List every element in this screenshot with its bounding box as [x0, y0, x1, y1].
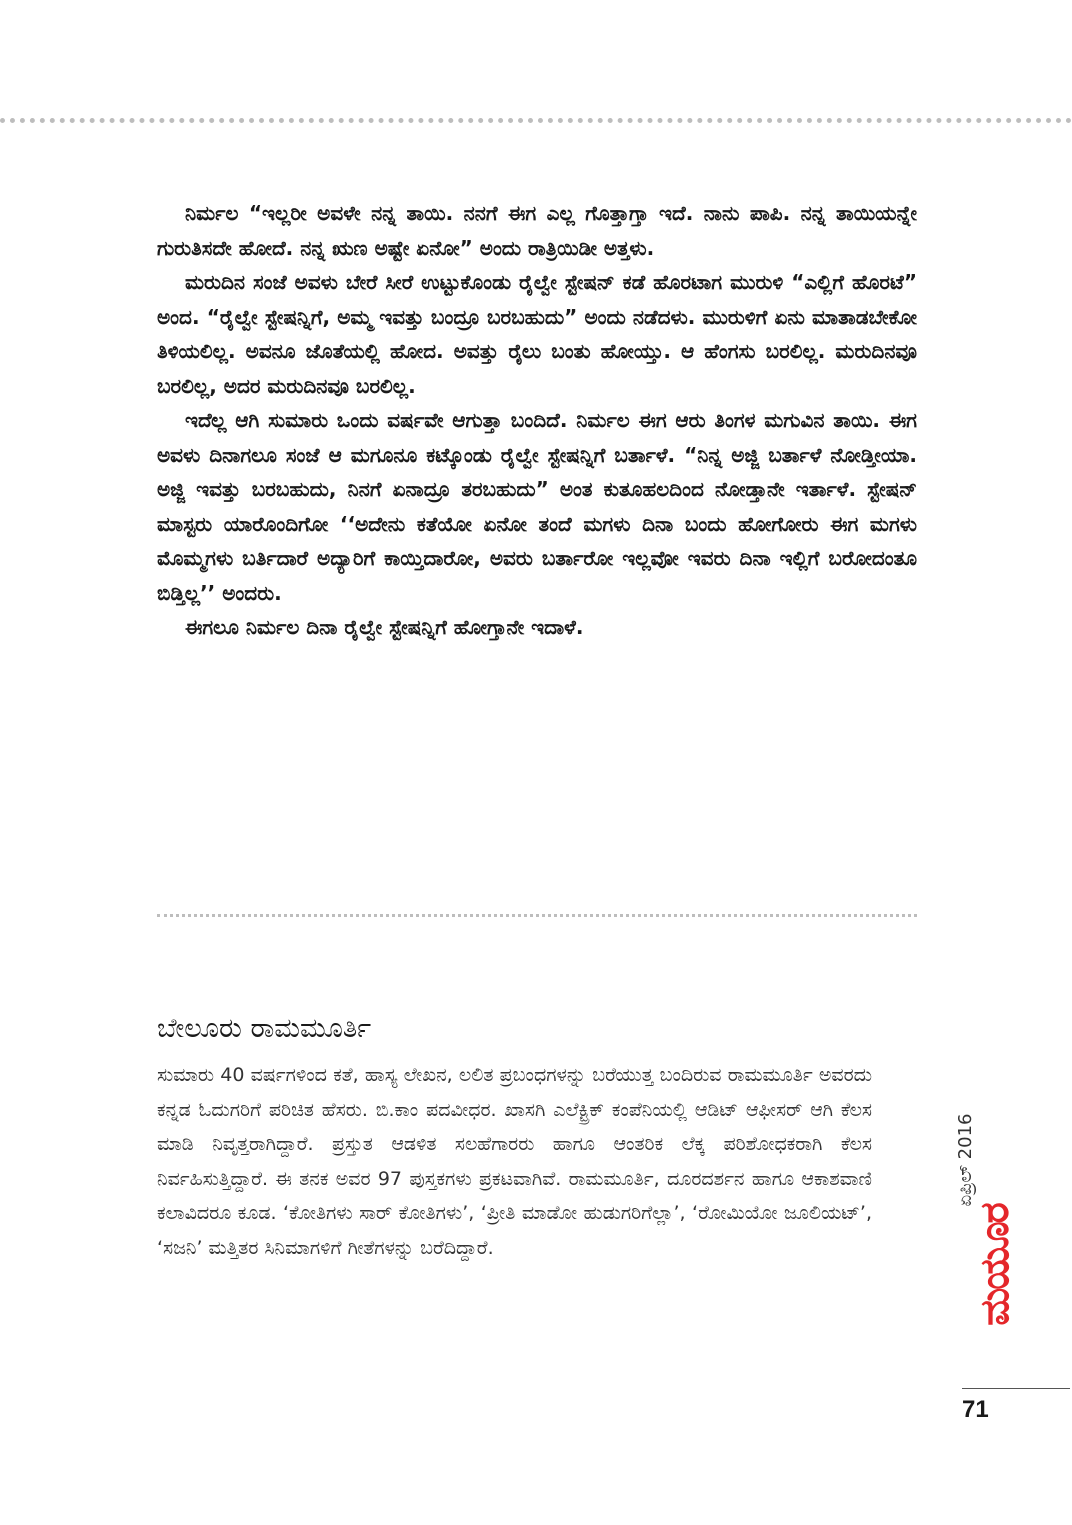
- story-paragraph: ಈಗಲೂ ನಿರ್ಮಲ ದಿನಾ ರೈಲ್ವೇ ಸ್ಟೇಷನ್ನಿಗೆ ಹೋಗ್ತಾನೇ ಇದಾಳೆ.: [185, 615, 584, 639]
- top-dotted-rule: [0, 118, 1072, 123]
- story-paragraph: ಮರುದಿನ ಸಂಜೆ ಅವಳು ಬೇರೆ ಸೀರೆ ಉಟ್ಟುಕೊಂಡು ರೈಲ್ವೇ ಸ್ಟೇಷನ್ ಕಡೆ ಹೊರಟಾಗ ಮುರುಳಿ “ಎಲ್ಲಿಗೆ ಹೊರಟೆ” ಅಂದ. “ರೈಲ್ವೇ ಸ್ಟೇಷನ್ನಿಗೆ, ಅಮ್ಮ ಇವತ್ತು ಬಂದ್ರೂ ಬರಬಹುದು” ಅಂದು ನಡೆದಳು. ಮುರುಳಿಗೆ ಏನು ಮಾತಾಡಬೇಕೋ ತಿಳಿಯಲಿಲ್ಲ. ಅವನೂ ಜೊತೆಯಲ್ಲಿ ಹೋದ. ಅವತ್ತು ರೈಲು ಬಂತು ಹೋಯ್ತು. ಆ ಹೆಂಗಸು ಬರಲಿಲ್ಲ. ಮರುದಿನವೂ ಬರಲಿಲ್ಲ, ಅದರ ಮರುದಿನವೂ ಬರಲಿಲ್ಲ.: [157, 270, 917, 398]
- section-dotted-rule: [157, 914, 917, 917]
- author-name: ಬೇಲೂರು ರಾಮಮೂರ್ತಿ: [157, 1013, 372, 1044]
- magazine-logo: ಮಯೂರ: [972, 1204, 1018, 1326]
- page-number-rule: [962, 1388, 1070, 1389]
- page-number: 71: [962, 1396, 989, 1423]
- story-paragraph: ನಿರ್ಮಲ “ಇಲ್ಲರೀ ಅವಳೇ ನನ್ನ ತಾಯಿ. ನನಗೆ ಈಗ ಎಲ್ಲ ಗೊತ್ತಾಗ್ತಾ ಇದೆ. ನಾನು ಪಾಪಿ. ನನ್ನ ತಾಯಿಯನ್ನೇ ಗುರುತಿಸದೇ ಹೋದೆ. ನನ್ನ ಋಣ ಅಷ್ಟೇ ಏನೋ” ಅಂದು ರಾತ್ರಿಯಿಡೀ ಅತ್ತಳು.: [157, 201, 917, 260]
- author-bio-text: ಸುಮಾರು 40 ವರ್ಷಗಳಿಂದ ಕತೆ, ಹಾಸ್ಯ ಲೇಖನ, ಲಲಿತ ಪ್ರಬಂಧಗಳನ್ನು ಬರೆಯುತ್ತ ಬಂದಿರುವ ರಾಮಮೂರ್ತಿ ಅವರದು ಕನ್ನಡ ಓದುಗರಿಗೆ ಪರಿಚಿತ ಹೆಸರು. ಬಿ.ಕಾಂ ಪದವೀಧರ. ಖಾಸಗಿ ಎಲೆಕ್ಟ್ರಿಕ್ ಕಂಪೆನಿಯಲ್ಲಿ ಆಡಿಟ್ ಆಫೀಸರ್ ಆಗಿ ಕೆಲಸ ಮಾಡಿ ನಿವೃತ್ತರಾಗಿದ್ದಾರೆ. ಪ್ರಸ್ತುತ ಆಡಳಿತ ಸಲಹೆಗಾರರು ಹಾಗೂ ಆಂತರಿಕ ಲೆಕ್ಕ ಪರಿಶೋಧಕರಾಗಿ ಕೆಲಸ ನಿರ್ವಹಿಸುತ್ತಿದ್ದಾರೆ. ಈ ತನಕ ಅವರ 97 ಪುಸ್ತಕಗಳು ಪ್ರಕಟವಾಗಿವೆ. ರಾಮಮೂರ್ತಿ, ದೂರದರ್ಶನ ಹಾಗೂ ಆಕಾಶವಾಣಿ ಕಲಾವಿದರೂ ಕೂಡ. ‘ಕೋತಿಗಳು ಸಾರ್ ಕೋತಿಗಳು’, ‘ಪ್ರೀತಿ ಮಾಡೋ ಹುಡುಗರಿಗೆಲ್ಲಾ’, ‘ರೋಮಿಯೋ ಜೂಲಿಯಟ್’, ‘ಸಜನಿ’ ಮತ್ತಿತರ ಸಿನಿಮಾಗಳಿಗೆ ಗೀತೆಗಳನ್ನು ಬರೆದಿದ್ದಾರೆ.: [157, 1064, 872, 1259]
- story-paragraph: ಇದೆಲ್ಲ ಆಗಿ ಸುಮಾರು ಒಂದು ವರ್ಷವೇ ಆಗುತ್ತಾ ಬಂದಿದೆ. ನಿರ್ಮಲ ಈಗ ಆರು ತಿಂಗಳ ಮಗುವಿನ ತಾಯಿ. ಈಗ ಅವಳು ದಿನಾಗಲೂ ಸಂಜೆ ಆ ಮಗೂನೂ ಕಟ್ಕೊಂಡು ರೈಲ್ವೇ ಸ್ಟೇಷನ್ನಿಗೆ ಬರ್ತಾಳೆ. “ನಿನ್ನ ಅಜ್ಜಿ ಬರ್ತಾಳೆ ನೋಡ್ತೀಯಾ. ಅಜ್ಜಿ ಇವತ್ತು ಬರಬಹುದು, ನಿನಗೆ ಏನಾದ್ರೂ ತರಬಹುದು” ಅಂತ ಕುತೂಹಲದಿಂದ ನೋಡ್ತಾನೇ ಇರ್ತಾಳೆ. ಸ್ಟೇಷನ್ ಮಾಸ್ಟರು ಯಾರೊಂದಿಗೋ ‘‘ಅದೇನು ಕತೆಯೋ ಏನೋ ತಂದೆ ಮಗಳು ದಿನಾ ಬಂದು ಹೋಗೋರು ಈಗ ಮಗಳು ಮೊಮ್ಮಗಳು ಬರ್ತಿದಾರೆ ಅದ್ಯಾರಿಗೆ ಕಾಯ್ತಿದಾರೋ, ಅವರು ಬರ್ತಾರೋ ಇಲ್ಲವೋ ಇವರು ದಿನಾ ಇಲ್ಲಿಗೆ ಬರೋದಂತೂ ಬಿಡ್ತಿಲ್ಲ’’ ಅಂದರು.: [157, 408, 917, 605]
- author-bio: [157, 1058, 872, 1265]
- issue-date: ಏಪ್ರಿಲ್ 2016: [954, 1113, 976, 1207]
- story-text: [157, 196, 917, 645]
